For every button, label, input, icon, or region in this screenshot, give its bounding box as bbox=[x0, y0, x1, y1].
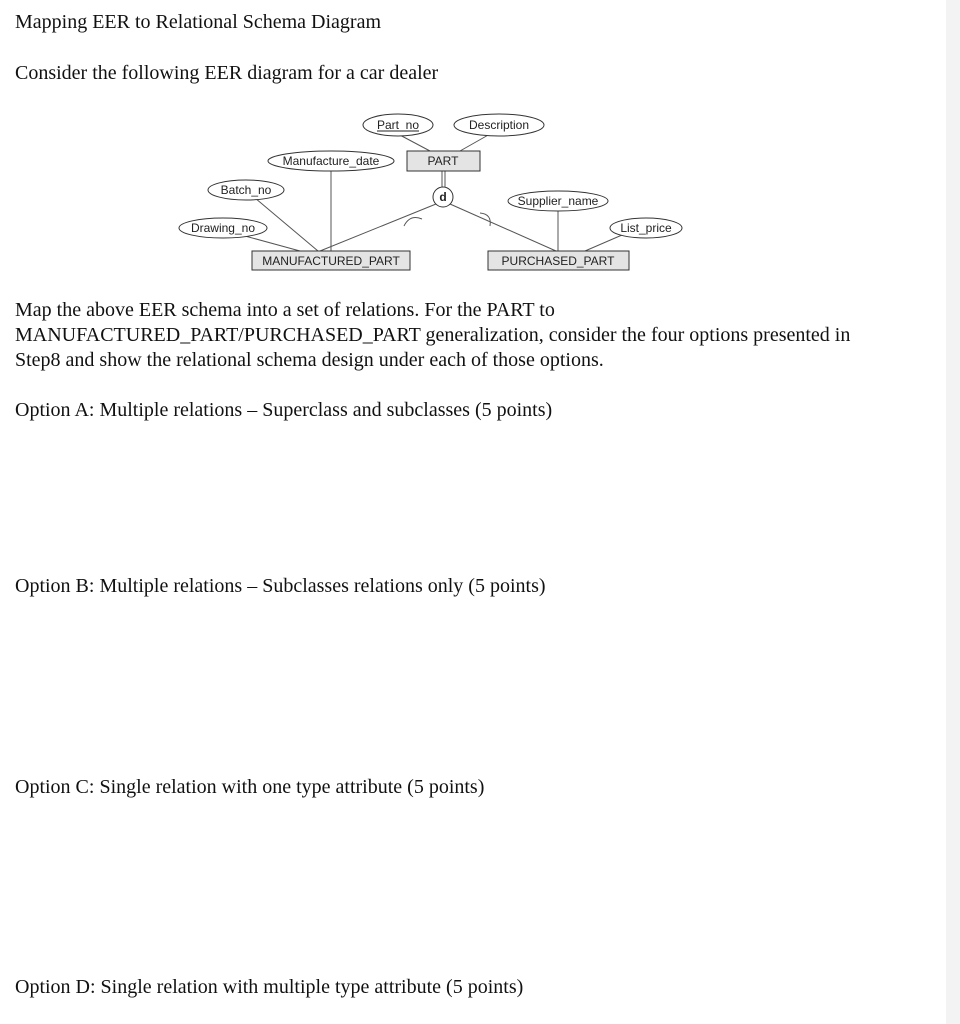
disjoint-symbol: d bbox=[439, 190, 447, 204]
link-d-purchased bbox=[450, 204, 556, 251]
option-c: Option C: Single relation with one type attribute (5 points) bbox=[15, 776, 485, 798]
entity-purchased-part-label: PURCHASED_PART bbox=[501, 254, 615, 268]
entity-manufactured-part-label: MANUFACTURED_PART bbox=[262, 254, 400, 268]
link-description-part bbox=[460, 134, 490, 151]
link-partno-part bbox=[398, 134, 430, 151]
document-intro: Consider the following EER diagram for a car dealer bbox=[15, 62, 439, 84]
task-line: Step8 and show the relational schema design under each of those options. bbox=[15, 349, 604, 371]
task-line: Map the above EER schema into a set of relations. For the PART to bbox=[15, 299, 555, 321]
attribute-list-price-label: List_price bbox=[620, 221, 672, 235]
document-title: Mapping EER to Relational Schema Diagram bbox=[15, 11, 382, 33]
attribute-supplier-name-label: Supplier_name bbox=[517, 194, 599, 208]
link-listprice-purchased bbox=[585, 235, 622, 251]
subset-mark-left bbox=[404, 218, 422, 226]
attribute-description-label: Description bbox=[468, 118, 530, 132]
option-b: Option B: Multiple relations – Subclasses relations only (5 points) bbox=[15, 575, 546, 597]
attribute-drawing-no-label: Drawing_no bbox=[190, 221, 256, 235]
eer-diagram bbox=[0, 0, 960, 290]
option-d: Option D: Single relation with multiple type attribute (5 points) bbox=[15, 976, 524, 998]
attribute-batch-no-label: Batch_no bbox=[220, 183, 272, 197]
attribute-part-no-label: Part_no bbox=[376, 118, 420, 132]
entity-part-label: PART bbox=[427, 154, 459, 168]
option-a: Option A: Multiple relations – Superclass and subclasses (5 points) bbox=[15, 399, 553, 421]
attribute-manufacture-date-label: Manufacture_date bbox=[282, 154, 380, 168]
task-description bbox=[15, 298, 945, 373]
link-d-manufactured bbox=[320, 204, 436, 251]
link-drawingno-manufactured bbox=[245, 236, 300, 251]
task-line: MANUFACTURED_PART/PURCHASED_PART generalization, consider the four options presented in bbox=[15, 324, 851, 346]
